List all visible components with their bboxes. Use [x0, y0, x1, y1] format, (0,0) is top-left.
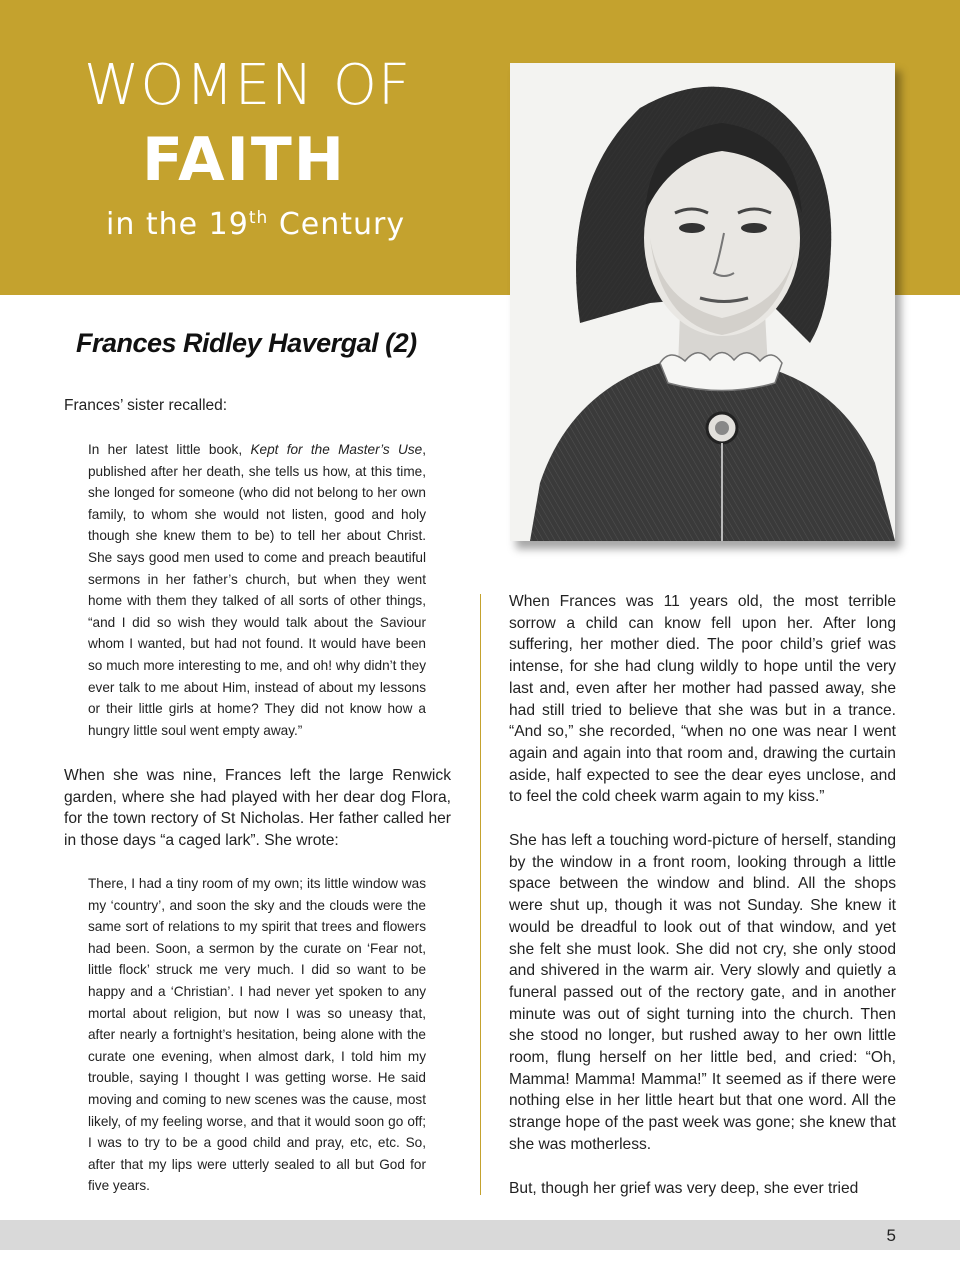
page-number: 5 — [886, 1226, 896, 1245]
quote-block-1 — [88, 439, 426, 741]
title-women-of: WOMEN OF — [84, 53, 412, 118]
intro-text: Frances’ sister recalled: — [64, 397, 228, 414]
title-faith: FAITH — [142, 125, 347, 195]
column-divider — [480, 594, 481, 1195]
title-century-sup: th — [248, 208, 269, 228]
paragraph-left: When she was nine, Frances left the large Renwick garden, where she had played with her dear dog Flora, for the town rectory of St Nicholas. Her father called her in those days “a caged lark”. She wrote: — [64, 767, 451, 850]
article-subtitle: Frances Ridley Havergal (2) — [76, 328, 417, 358]
title-century-pre: in the 19 — [106, 207, 249, 242]
portrait-image — [510, 63, 895, 541]
footer-bar — [0, 1220, 960, 1250]
title-century-post: Century — [268, 207, 406, 242]
quote-1-part-b: , published after her death, she tells us how, at this time, she longed for someone (who did not belong to her own family, to whom she would not listen, good and holy though she knew them to be) to tell her about Christ. She says good men used to come and preach beautiful sermons in her father’s church, but when they went home with them they talked of all sorts of other things, “and I did so wish they would talk about the Saviour whom I wanted, but had not found. It would have been so much more interesting to me, and oh! why didn’t they ever talk to me about Him, instead of about my lessons or their little girls at home? They did not know how a hungry little soul went empty away.” — [88, 442, 426, 738]
quote-block-2: There, I had a tiny room of my own; its little window was my ‘country’, and soon the sky and the clouds were the same sort of relations to my spirit that trees and flowers had been. Soon, a sermon by the curate on ‘Fear not, little flock’ struck me very much. I did so want to be happy and a ‘Christian’. I had never yet spoken to any mortal about religion, but now I was so uneasy that, after nearly a fortnight’s hesitation, being alone with the curate one evening, when almost dark, I told him my trouble, saying I thought I was getting worse. He said moving and coming to new scenes was the cause, most likely, of my feeling worse, and that it would soon go off; I was to try to be a good child and pray, etc, etc. So, after that my lips were utterly sealed to all but God for five years. — [88, 876, 426, 1194]
paragraph-right-2: She has left a touching word-picture of herself, standing by the window in a front room, looking through a little space between the window and blind. All the shops were shut up, though it was not Sunday. She knew it would be dreadful to look out of that window, and yet she felt she must look. She did not cry, she only stood and shivered in the warm air. Very slowly and quietly a funeral passed out of the rectory gate, and in another minute was out of sight turning into the church. Then she stood no longer, but rushed away to her own little room, flung herself on her little bed, and cried: “Oh, Mamma! Mamma! Mamma!” It seemed as if there were nothing else in her little heart but that one word. All the strange hope of the past week was gone; she knew that she was motherless. — [509, 832, 896, 1153]
paragraph-right-1: When Frances was 11 years old, the most terrible sorrow a child can know fell upon her. After long suffering, her mother died. The poor child’s grief was intense, for she had clung wildly to hope until the very last and, even after her mother had passed away, she had still tried to believe that she was but in a trance. “And so,” she recorded, “when no one was near I went again and again into that room and, drawing the curtain aside, half expected to see the dear eyes unclose, and to feel the cold cheek warm again to my kiss.” — [509, 593, 896, 806]
quote-1-part-a: In her latest little book, — [88, 442, 251, 457]
portrait-engraving — [510, 63, 895, 541]
book-title: Kept for the Master’s Use — [250, 442, 423, 457]
title-century — [106, 207, 406, 242]
paragraph-right-3: But, though her grief was very deep, she ever tried — [509, 1180, 859, 1197]
